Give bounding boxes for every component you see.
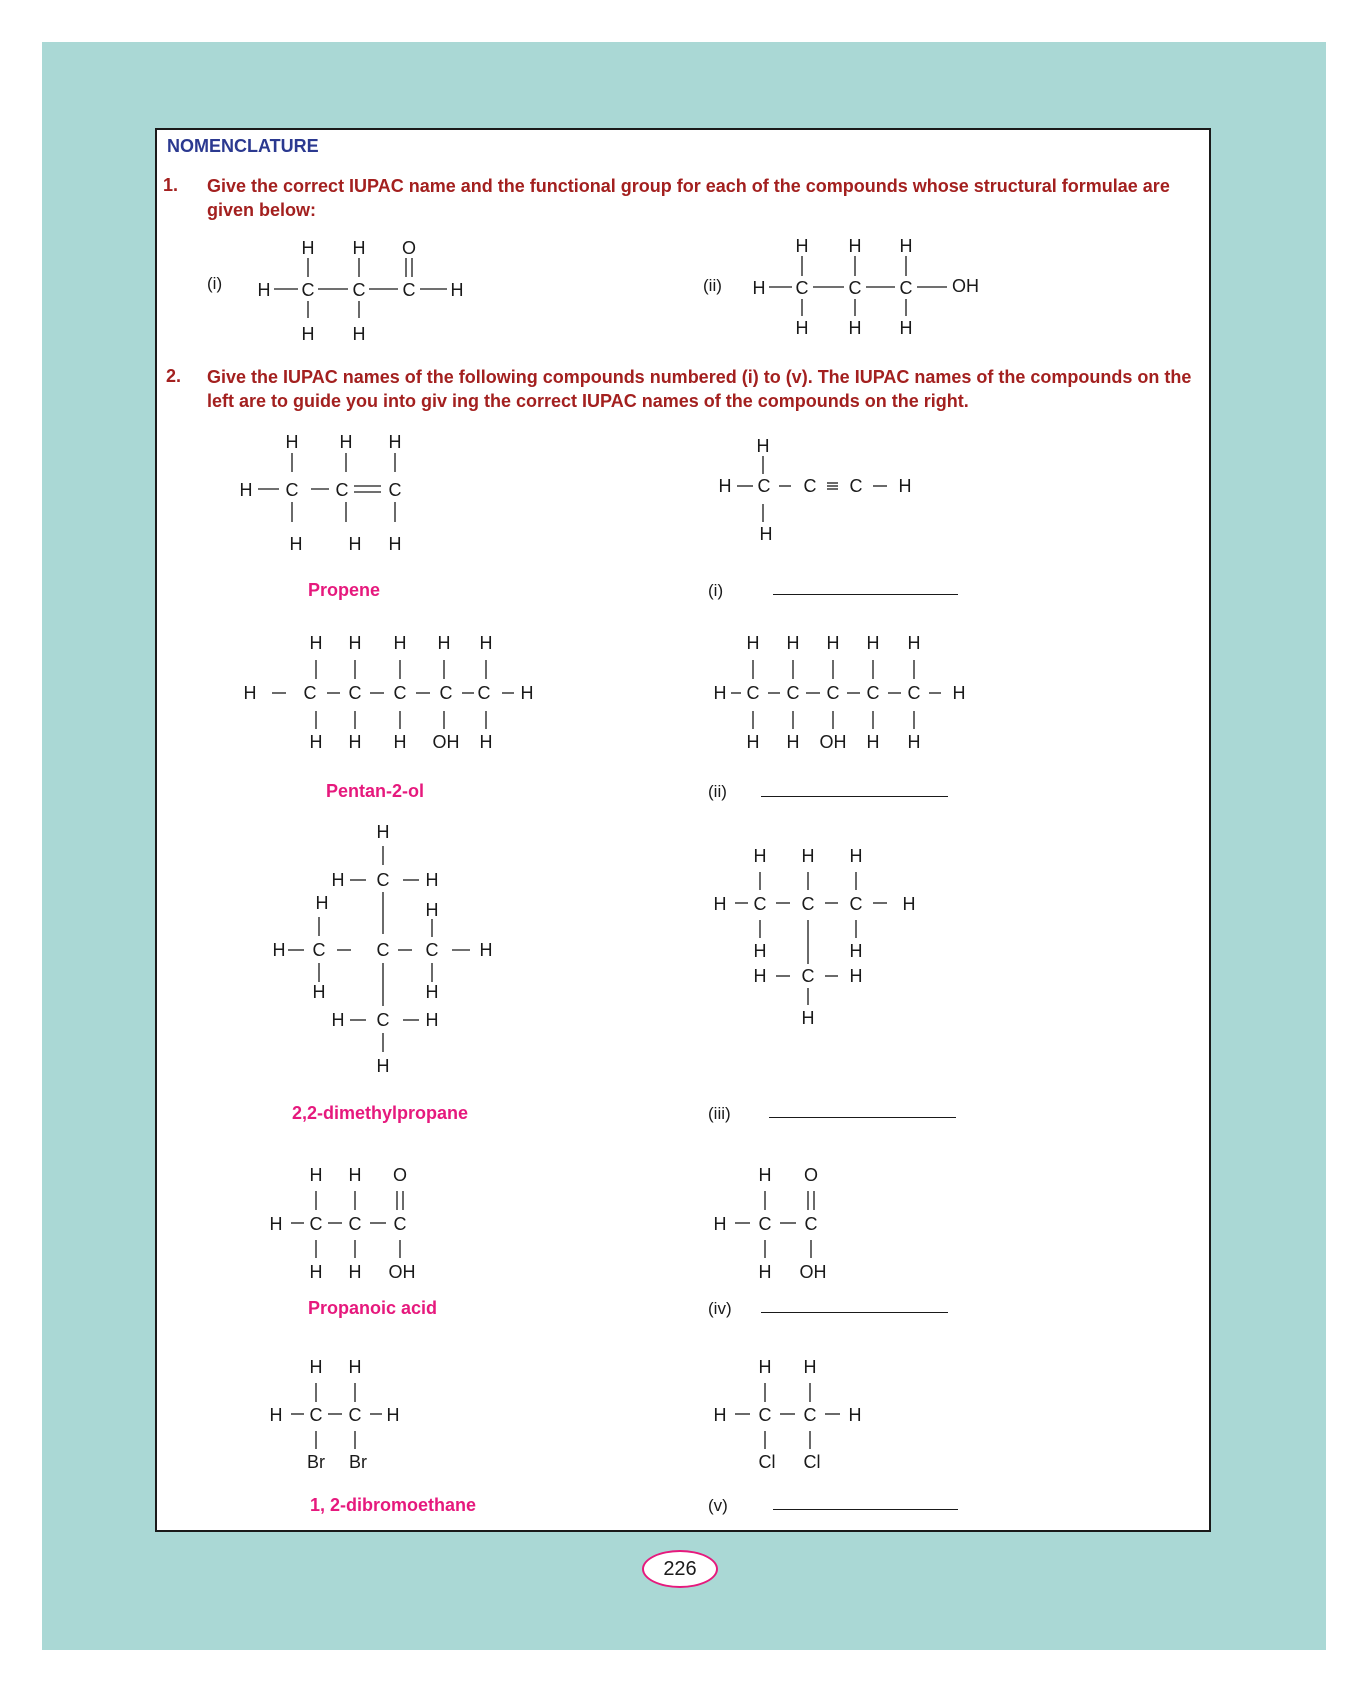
atom: H bbox=[753, 941, 767, 961]
atom: H bbox=[312, 982, 326, 1002]
atom: H bbox=[899, 318, 913, 338]
q2-i-structure bbox=[719, 436, 912, 544]
atom: H bbox=[713, 894, 727, 914]
atom: C bbox=[849, 894, 863, 914]
atom: H bbox=[718, 476, 732, 496]
atom: H bbox=[479, 633, 493, 653]
guide-name-pentan-2-ol: Pentan-2-ol bbox=[326, 781, 425, 801]
atom: C bbox=[753, 894, 767, 914]
atom: H bbox=[331, 870, 345, 890]
atom: H bbox=[269, 1214, 283, 1234]
atom: H bbox=[848, 318, 862, 338]
atom: C bbox=[425, 940, 439, 960]
atom: H bbox=[520, 683, 534, 703]
atom: C bbox=[301, 280, 315, 300]
atom: H bbox=[758, 1165, 772, 1185]
atom: H bbox=[376, 822, 390, 842]
answer-label-iii: (iii) bbox=[708, 1104, 731, 1123]
atom: H bbox=[795, 318, 809, 338]
atom: H bbox=[756, 436, 770, 456]
atom: C bbox=[376, 1010, 390, 1030]
guide-name-propanoic-acid: Propanoic acid bbox=[308, 1298, 438, 1318]
q2-v-structure bbox=[714, 1357, 862, 1472]
atom: H bbox=[239, 480, 253, 500]
atom: C bbox=[348, 1214, 362, 1234]
dibromoethane-structure bbox=[270, 1357, 400, 1472]
atom: C bbox=[352, 280, 366, 300]
atom: H bbox=[849, 966, 863, 986]
atom: C bbox=[439, 683, 453, 703]
guide-name-dibromoethane: 1, 2-dibromoethane bbox=[310, 1495, 477, 1515]
atom: H bbox=[786, 732, 800, 752]
atom: C bbox=[758, 1214, 772, 1234]
propene-structure bbox=[240, 432, 402, 554]
q2-iii-structure bbox=[714, 846, 916, 1028]
atom: OH bbox=[388, 1262, 416, 1282]
atom: H bbox=[752, 278, 766, 298]
propanoic-acid-structure bbox=[270, 1165, 416, 1282]
guide-name-propene: Propene bbox=[308, 580, 381, 600]
atom: Br bbox=[307, 1452, 325, 1472]
question-2-text: Give the IUPAC names of the following compounds numbered (i) to (v). The IUPAC names of the compounds on the left are to guide you into giv ing the correct IUPAC names of the compounds on the right. bbox=[207, 367, 1192, 411]
atom: C bbox=[795, 278, 809, 298]
atom: Br bbox=[349, 1452, 367, 1472]
atom: H bbox=[746, 633, 760, 653]
answer-label-iv: (iv) bbox=[708, 1299, 732, 1318]
atom: H bbox=[309, 633, 323, 653]
atom: H bbox=[479, 732, 493, 752]
atom: H bbox=[758, 1262, 772, 1282]
question-1-text: Give the correct IUPAC name and the functional group for each of the compounds whose structural formulae are given below: bbox=[207, 176, 1170, 220]
question-2-number: 2. bbox=[166, 366, 182, 386]
atom: C bbox=[746, 683, 760, 703]
section-title: NOMENCLATURE bbox=[167, 136, 319, 156]
atom: O bbox=[803, 1165, 819, 1185]
atom: H bbox=[309, 1165, 323, 1185]
atom: H bbox=[907, 633, 921, 653]
atom: H bbox=[849, 846, 863, 866]
atom: H bbox=[746, 732, 760, 752]
atom: C bbox=[285, 480, 299, 500]
atom: H bbox=[348, 1165, 362, 1185]
atom: H bbox=[309, 732, 323, 752]
atom: C bbox=[388, 480, 402, 500]
q2-iv-structure bbox=[714, 1165, 827, 1282]
atom: H bbox=[866, 633, 880, 653]
q1-ii-structure bbox=[753, 236, 980, 338]
atom: H bbox=[801, 1008, 815, 1028]
atom: H bbox=[848, 236, 862, 256]
atom: OH bbox=[799, 1262, 827, 1282]
atom: H bbox=[437, 633, 451, 653]
q1-item-i-label: (i) bbox=[207, 274, 223, 293]
atom: H bbox=[388, 534, 402, 554]
atom: OH bbox=[952, 276, 979, 296]
atom: H bbox=[348, 732, 362, 752]
atom: H bbox=[301, 324, 315, 344]
atom: H bbox=[898, 476, 912, 496]
atom: H bbox=[713, 1214, 727, 1234]
atom: H bbox=[285, 432, 299, 452]
atom: C bbox=[907, 683, 921, 703]
atom: H bbox=[376, 1056, 390, 1076]
atom: C bbox=[335, 480, 349, 500]
atom: H bbox=[425, 1010, 439, 1030]
atom: H bbox=[388, 432, 402, 452]
atom: H bbox=[899, 236, 913, 256]
atom: H bbox=[309, 1357, 323, 1377]
atom: C bbox=[803, 476, 817, 496]
atom: H bbox=[425, 870, 439, 890]
atom: H bbox=[795, 236, 809, 256]
atom: H bbox=[803, 1357, 817, 1377]
atom: H bbox=[257, 280, 271, 300]
atom: C bbox=[309, 1214, 323, 1234]
atom: C bbox=[312, 940, 326, 960]
atom: O bbox=[392, 1165, 408, 1185]
atom: H bbox=[352, 238, 366, 258]
atom: C bbox=[899, 278, 913, 298]
q1-i-structure bbox=[258, 238, 464, 344]
atom: H bbox=[348, 534, 362, 554]
atom: C bbox=[786, 683, 800, 703]
atom: C bbox=[801, 966, 815, 986]
atom: C bbox=[348, 1405, 362, 1425]
answer-label-v: (v) bbox=[708, 1496, 728, 1515]
atom: C bbox=[393, 683, 407, 703]
atom: C bbox=[804, 1214, 818, 1234]
atom: O bbox=[401, 238, 417, 258]
atom: OH bbox=[432, 732, 460, 752]
answer-label-i: (i) bbox=[708, 581, 724, 600]
atom: H bbox=[753, 846, 767, 866]
atom: C bbox=[849, 476, 863, 496]
atom: H bbox=[309, 1262, 323, 1282]
atom: H bbox=[952, 683, 966, 703]
atom: H bbox=[826, 633, 840, 653]
atom: H bbox=[450, 280, 464, 300]
atom: Cl bbox=[803, 1452, 821, 1472]
atom: C bbox=[309, 1405, 323, 1425]
atom: C bbox=[477, 683, 491, 703]
atom: H bbox=[849, 941, 863, 961]
atom: C bbox=[866, 683, 880, 703]
atom: H bbox=[848, 1405, 862, 1425]
atom: H bbox=[786, 633, 800, 653]
atom: C bbox=[376, 940, 390, 960]
atom: H bbox=[425, 900, 439, 920]
q1-item-ii-label: (ii) bbox=[703, 276, 722, 295]
atom: H bbox=[352, 324, 366, 344]
atom: H bbox=[479, 940, 493, 960]
page-number: 226 bbox=[642, 1550, 718, 1588]
atom: C bbox=[393, 1214, 407, 1234]
atom: C bbox=[348, 683, 362, 703]
atom: H bbox=[758, 1357, 772, 1377]
atom: H bbox=[866, 732, 880, 752]
atom: H bbox=[348, 1262, 362, 1282]
atom: H bbox=[301, 238, 315, 258]
atom: H bbox=[331, 1010, 345, 1030]
atom: H bbox=[713, 1405, 727, 1425]
answer-label-ii: (ii) bbox=[708, 782, 727, 801]
atom: C bbox=[303, 683, 317, 703]
atom: H bbox=[759, 524, 773, 544]
atom: H bbox=[386, 1405, 400, 1425]
atom: H bbox=[289, 534, 303, 554]
atom: H bbox=[348, 1357, 362, 1377]
atom: H bbox=[902, 894, 916, 914]
atom: C bbox=[803, 1405, 817, 1425]
atom: H bbox=[269, 1405, 283, 1425]
atom: H bbox=[243, 683, 257, 703]
atom: H bbox=[907, 732, 921, 752]
atom: C bbox=[848, 278, 862, 298]
atom: H bbox=[713, 683, 727, 703]
dimethylpropane-structure bbox=[273, 822, 493, 1076]
pentan-2-ol-structure bbox=[244, 633, 534, 752]
atom: H bbox=[753, 966, 767, 986]
atom: H bbox=[339, 432, 353, 452]
q2-ii-structure bbox=[714, 633, 966, 752]
atom: H bbox=[393, 732, 407, 752]
atom: H bbox=[393, 633, 407, 653]
atom: Cl bbox=[758, 1452, 776, 1472]
atom: H bbox=[801, 846, 815, 866]
atom: H bbox=[425, 982, 439, 1002]
atom: H bbox=[315, 893, 329, 913]
atom: C bbox=[801, 894, 815, 914]
atom: OH bbox=[819, 732, 847, 752]
atom: C bbox=[826, 683, 840, 703]
atom: H bbox=[272, 940, 286, 960]
atom: C bbox=[757, 476, 771, 496]
atom: C bbox=[376, 870, 390, 890]
atom: H bbox=[348, 633, 362, 653]
atom: C bbox=[758, 1405, 772, 1425]
guide-name-dimethylpropane: 2,2-dimethylpropane bbox=[292, 1103, 469, 1123]
atom: C bbox=[402, 280, 416, 300]
question-1-number: 1. bbox=[163, 175, 179, 195]
